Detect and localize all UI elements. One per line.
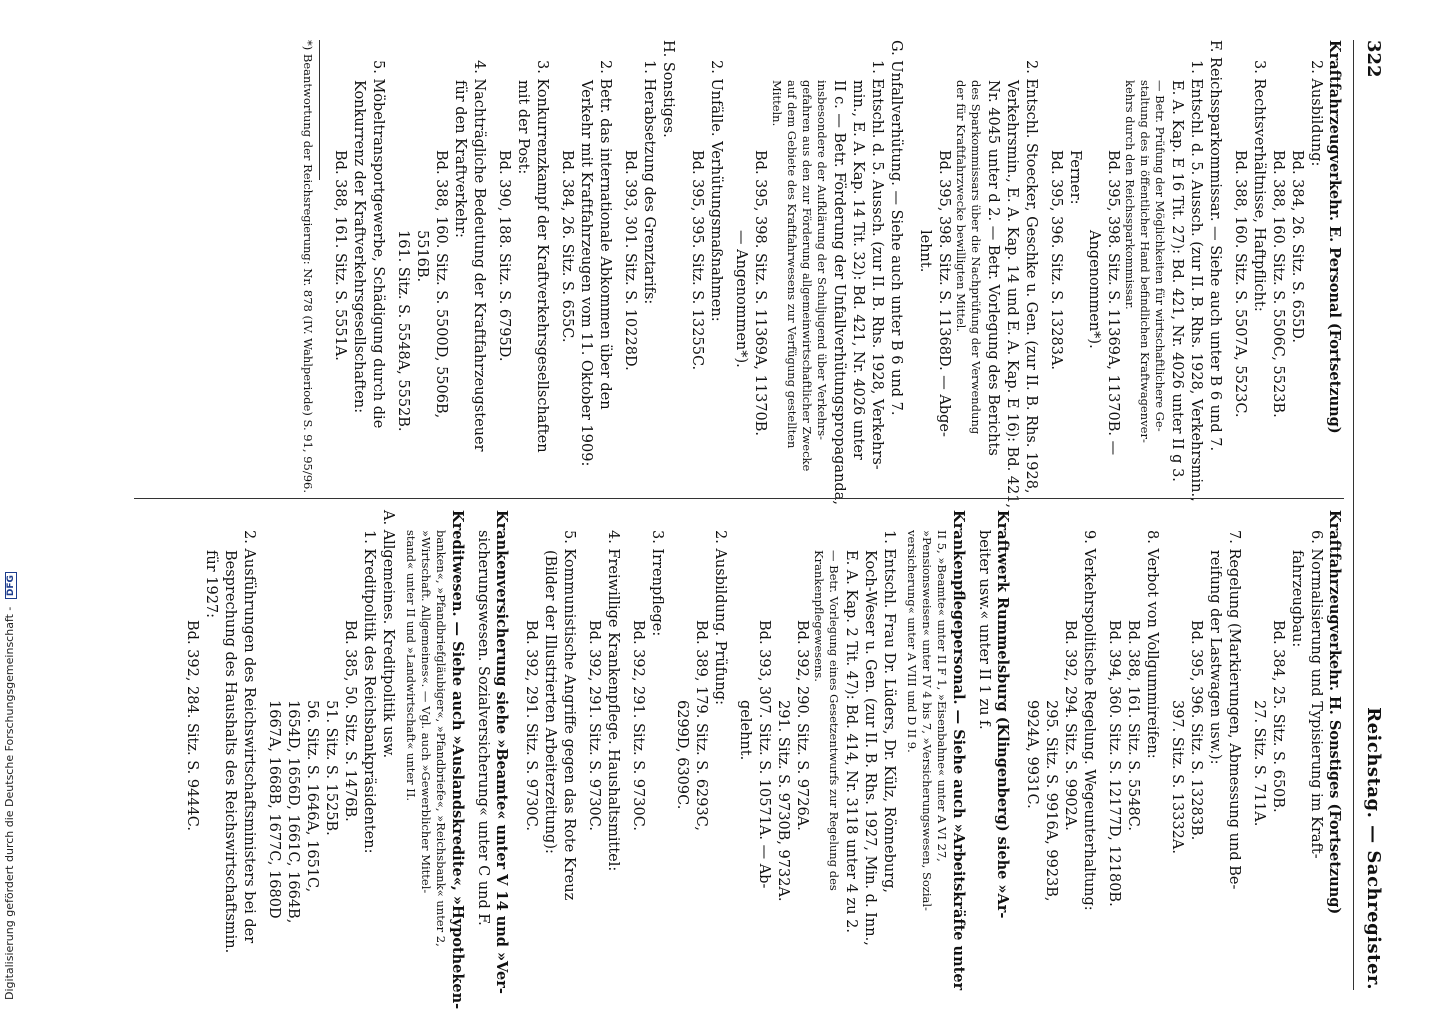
index-entry-line: F. Reichssparkommissar. — Siehe auch unter B 6 und 7. [1207,40,1223,452]
index-entry-line: Krankenpflegewesens. [812,550,826,682]
index-entry-line: Bd. 394, 360. Sitz. S. 12177D, 12180B. [1106,620,1122,907]
index-entry-line: 1654D, 1656D, 1661C, 1664B, [285,700,301,924]
index-entry-line: Kraftfahrzeugverkehr. E. Personal (Fortsetzung) [1326,40,1343,434]
left-column [300,40,1344,509]
index-entry-line: Kreditwesen. — Siehe auch »Auslandskredite«, »Hypotheken- [449,510,466,1009]
index-entry-line: 6299D, 6309C. [674,700,690,810]
index-entry-line: lehnt. [917,230,933,273]
index-entry-line: 9924A, 9931C. [1024,700,1040,809]
index-entry-line: Bd. 390, 188. Sitz. S. 6795D. [496,150,512,362]
index-entry-line: stand« unter II und »Landwirtschaft« unter II. [404,530,418,802]
index-entry-line: H. Sonstiges. [660,40,676,138]
index-entry-line: insbesondere der Aufklärung der Schuljugend über Verkehrs- [815,80,829,441]
index-entry-line: Bd. 395, 398. Sitz. S. 11369A, 11370B. — [1105,150,1121,456]
page-number: 322 [1363,40,1384,78]
index-entry-line: Kraftwerk Rummelsburg (Klingenberg) siehe »Ar- [994,510,1011,919]
index-entry-line: »Pensionsweisen« unter IV 4 bis 7, »Versicherungswesen, Sozial- [920,530,934,911]
footnote-rule [319,40,320,180]
page-header [1358,40,1384,1000]
index-entry-line: 2. Ausführungen des Reichswirtschaftsministers bei der [241,530,257,944]
index-entry-line: für 1927: [203,550,219,619]
index-entry-line: versicherung« unter A VIII und D II 9. [905,530,919,753]
index-entry-line: Krankenpflegepersonal. — Siehe auch »Arbeitskräfte unter [950,510,967,991]
index-entry-line: mit der Post: [515,80,531,175]
index-entry-line: 51. Sitz. S. 1525B. [323,700,339,836]
index-entry-line: Bd. 392, 290. Sitz. S. 9726A. [794,620,810,831]
index-entry-line: staltung des in öffentlicher Hand befindlichen Kraftwagenver- [1138,80,1152,443]
index-entry-line: 4. Freiwillige Krankenpflege. Haushaltsmittel: [605,530,621,872]
header-rule [1353,40,1354,990]
index-entry-line: Bd. 388, 160. Sitz. S. 5507A, 5523C. [1232,150,1248,418]
index-entry-line: Bd. 388, 160. Sitz. S. 5500D, 5506B, [433,150,449,419]
index-entry-line: Nr. 4045 unter d 2. — Betr. Vorlegung des Berichts [985,80,1001,456]
index-entry-line: 295. Sitz. S. 9916A, 9923B, [1043,700,1059,902]
index-entry-line: 1667A, 1668B, 1677C, 1680D [266,700,282,919]
index-entry-line: — Betr. Prüfung der Möglichkeiten für wirtschaftlichere Ge- [1153,80,1167,432]
index-entry-line: min., E. A. Kap. 14 Tit. 32): Bd. 421, Nr. 4026 unter [850,80,866,460]
index-entry-line: Bd. 393, 301. Sitz. S. 10228D. [622,150,638,371]
index-entry-line: 8. Verbot von Vollgummireifen: [1144,530,1160,759]
index-entry-line: Verkehr mit Kraftfahrzeugen vom 11. Oktober 1909: [578,80,594,467]
index-entry-line: Bd. 389, 179. Sitz. S. 6293C, [693,620,709,831]
index-entry-line: 3. Irrenpflege: [649,530,665,637]
index-entry-line: 2. Unfälle. Verhütungsmaßnahmen: [708,60,724,322]
index-entry-line: 4. Nachträgliche Bedeutung der Kraftfahrzeugsteuer [471,60,487,452]
index-entry-line: 1. Entschl. d. 5. Aussch. (zur II. B. Rhs. 1928, Verkehrs- [869,60,885,470]
index-entry-line: Bd. 392, 291. Sitz. S. 9730C. [523,620,539,831]
index-entry-line: 27. Sitz. S. 711A. [1251,700,1267,827]
index-entry-line: Konkurrenz der Kraftverkehrsgesellschaften: [351,80,367,414]
index-entry-line: 5516B. [414,230,430,283]
dfg-logo: DFG [5,572,17,599]
index-entry-line: Bd. 392, 294. Sitz. S. 9902A. [1062,620,1078,831]
index-entry-line: 2. Ausbildung: [1308,60,1324,167]
index-entry-line: gelehnt. [737,700,753,761]
index-entry-line: banken«, »Pfandbriefgläubiger«, »Pfandbriefe«, »Reichsbank« unter 2, [434,530,448,947]
index-entry-line: E. A. Kap. 2 Tit. 47): Bd. 414, Nr. 3118 unter 4 zu 2. [843,550,859,933]
index-entry-line: Mitteln. [770,80,784,127]
footnote: *) Beantwortung der Reichsregierung: Nr. 878 (IV. Wahlperiode) S. 91, 95/96. [301,40,315,494]
index-entry-line: Bd. 388, 161. Sitz. S. 5551A. [332,150,348,361]
digitization-credit [3,572,17,1000]
index-entry-line: 2. Entschl. Stoecker, Geschke u. Gen. (zur II. B. Rhs. 1928, [1023,60,1039,494]
index-entry-line: 3. Rechtsverhältnisse, Haftpflicht: [1251,60,1267,312]
index-entry-line: Ferner: [1067,150,1083,205]
index-entry-line: Bd. 385, 50. Sitz. S. 1476B. [342,620,358,822]
index-entry-line: — Betr. Vorlegung eines Gesetzentwurfs zur Regelung des [827,550,841,891]
index-entry-line: 2. Ausbildung. Prüfung: [712,530,728,705]
index-entry-line: Besprechung des Haushalts des Reichswirtschaftsmin. [222,550,238,954]
index-entry-line: Bd. 392, 284. Sitz. S. 9444C. [184,620,200,831]
index-entry-line: gefahren aus den zur Förderung allgemeinwirtschaftlicher Zwecke [800,80,814,472]
index-entry-line: für den Kraftverkehr: [452,80,468,238]
index-entry-line: Bd. 388, 161. Sitz. S. 5548C. [1125,620,1141,831]
index-entry-line: der für Kraftfahrzwecke bewilligten Mittel. [954,80,968,332]
index-entry-line: E. A. Kap. E 16 Tit. 27): Bd. 421, Nr. 4026 unter II g 3. [1169,80,1185,482]
index-entry-line: »Wirtschaft. Allgemeines«. — Vgl. auch »Gewerblicher Mittel- [419,530,433,894]
index-entry-line: 9. Verkehrspolitische Regelung. Wegeunterhaltung: [1081,530,1097,911]
index-entry-line: G. Unfallverhütung. — Siehe auch unter B 6 und 7. [888,40,904,416]
index-entry-line: (Bilder der Illustrierten Arbeiterzeitung): [542,550,558,854]
index-entry-line: 2. Betr. das internationale Abkommen über den [597,60,613,410]
column-separator [134,498,1344,499]
index-entry-line: A. Allgemeines. Kreditpolitik usw. [380,510,396,759]
index-entry-line: 291. Sitz. S. 9730B, 9732A. [775,700,791,902]
index-entry-line: Bd. 384, 26. Sitz. S. 655D. [1289,150,1305,344]
index-entry-line: des Sparkommissars über die Nachprüfung der Verwendung [969,80,983,435]
index-entry-line: 6. Normalisierung und Typisierung im Kraft- [1308,530,1324,859]
credit-text: Digitalisierung gefördert durch die Deutsche Forschungsgemeinschaft - [3,606,16,1000]
index-entry-line: Bd. 392, 291. Sitz. S. 9730C. [586,620,602,831]
rotated-page [124,40,1384,1009]
page-title: Reichstag. — Sachregister. [1363,707,1384,990]
index-entry-line: 1. Entschl. Frau Dr. Lüders, Dr. Külz, Rönneburg, [881,530,897,894]
index-entry-line: 3. Konkurrenzkampf der Kraftverkehrsgesellschaften [534,60,550,453]
index-entry-line: Bd. 395, 396. Sitz. S. 13283A. [1048,150,1064,371]
index-entry-line: 5. Möbeltransportgewerbe, Schädigung durch die [370,60,386,429]
index-entry-line: Bd. 384, 26. Sitz. S. 655C. [559,150,575,343]
index-entry-line: 397. Sitz. S. 13332A. [1169,700,1185,854]
index-entry-line: Verkehrsmin., E. A. Kap. 14 und E. A. Kap. E 16): Bd. 421, [1004,80,1020,509]
index-entry-line: Kraftfahrzeugverkehr. H. Sonstiges (Fortsetzung) [1326,510,1343,915]
right-column [182,510,1344,1009]
index-entry-line: auf dem Gebiete des Kraftfahrwesens zur Verfügung gestellten [785,80,799,449]
index-entry-line: 1. Entschl. d. 5. Aussch. (zur II. B. Rhs. 1928, Verkehrsmin., [1188,60,1204,502]
index-entry-line: 7. Regelung (Markierungen, Abmessung und Be- [1226,530,1242,890]
index-entry-line: reifung der Lastwagen usw.): [1207,550,1223,765]
index-entry-line: kehrs durch den Reichssparkommissar. [1123,80,1137,310]
index-entry-line: Koch-Weser u. Gen. (zur II. B. Rhs. 1927, Min. d. Inn., [862,550,878,946]
index-entry-line: Bd. 395, 395. Sitz. S. 13255C. [689,150,705,371]
index-entry-line: beiter usw.« unter II 1 zu f. [976,530,992,730]
index-entry-line: 5. Kommunistische Angriffe gegen das Rote Kreuz [561,530,577,901]
index-entry-line: sicherungswesen. Sozialversicherung« unter C und F. [475,530,491,926]
index-entry-line: — Angenommen*). [733,230,749,368]
index-entry-line: Bd. 395, 396. Sitz. S. 13283B. [1188,620,1204,841]
index-entry-line: Krankenversicherung siehe »Beamte« unter V 14 und »Ver- [493,510,510,994]
index-entry-line: Bd. 395, 398. Sitz. S. 11368D. — Abge- [936,150,952,437]
index-entry-line: Bd. 388, 160. Sitz. S. 5506C, 5523B. [1270,150,1286,418]
index-entry-line: 161. Sitz. S. 5548A, 5552B. [395,230,411,432]
index-entry-line: Bd. 384, 25. Sitz. S. 650B. [1270,620,1286,813]
index-entry-line: II c. — Betr. Förderung der Unfallverhütungspropaganda, [831,80,847,505]
index-entry-line: Angenommen*). [1086,230,1102,349]
index-entry-line: 1. Kreditpolitik des Reichsbankpräsidenten: [361,530,377,854]
index-entry-line: II 5, »Beamte« unter II F 1, »Eisenbahne« unter A VI 27, [935,530,949,862]
index-entry-line: 56. Sitz. S. 1646A, 1651C, [304,700,320,893]
index-entry-line: Bd. 393, 307. Sitz. S. 10571A. — Ab- [756,620,772,889]
index-entry-line: Bd. 395, 398. Sitz. S. 11369A, 11370B. [752,150,768,437]
index-entry-line: fahrzeugbau: [1289,550,1305,648]
index-entry-line: 1. Herabsetzung des Grenztarifs: [641,60,657,305]
index-entry-line: Bd. 392, 291. Sitz. S. 9730C. [630,620,646,831]
